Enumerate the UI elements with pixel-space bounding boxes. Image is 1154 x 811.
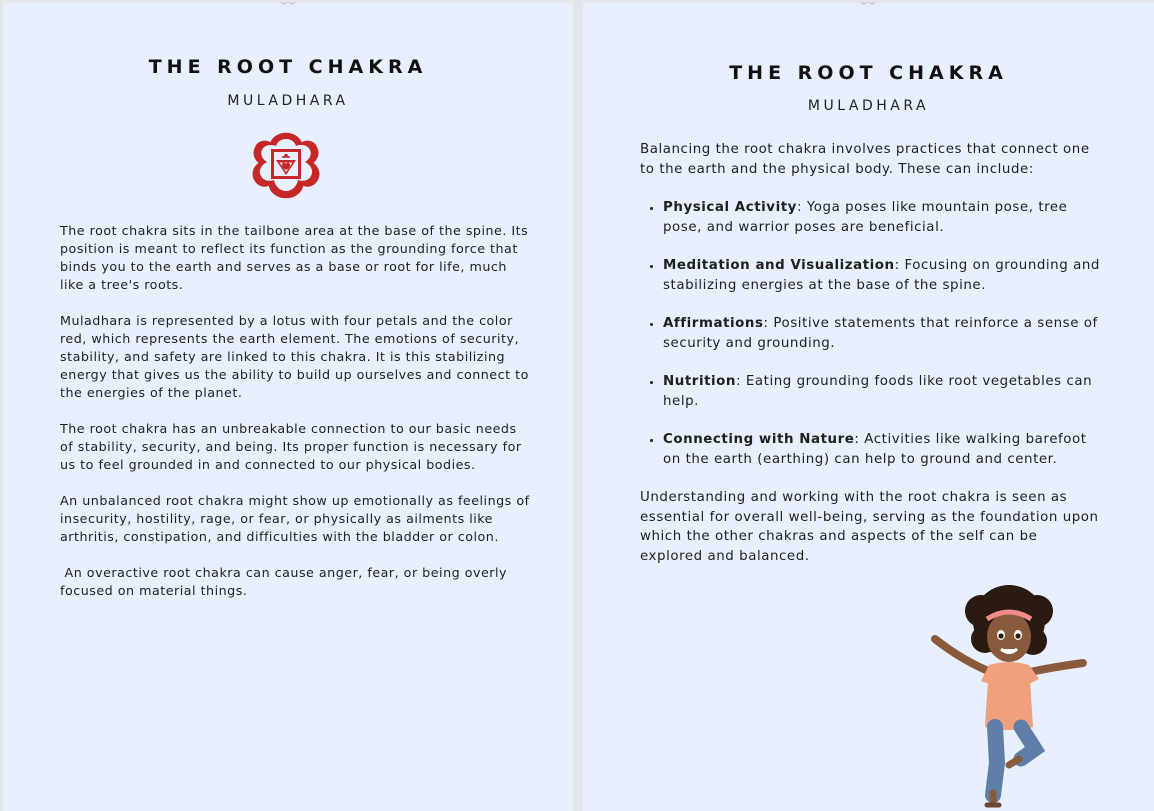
practice-term: Affirmations [663, 316, 764, 331]
practice-text: : Positive statements that reinforce a sense of security and grounding. [663, 316, 1098, 351]
practice-text: : Focusing on grounding and stabilizing energies at the base of the spine. [663, 258, 1100, 293]
list-item [663, 314, 1102, 353]
page-right [583, 3, 1154, 811]
paragraph: The root chakra has an unbreakable connection to our basic needs of stability, security, and being. Its proper function is necessary for us to feel grounded in and connected to our physical bodies. [60, 421, 522, 472]
practices-list [640, 198, 1102, 469]
page-title: THE ROOT CHAKRA [729, 62, 1008, 84]
list-item [663, 198, 1102, 237]
left-body [60, 222, 530, 618]
paragraph: An unbalanced root chakra might show up emotionally as feelings of insecurity, hostility, rage, or fear, or physically as ailments like arthritis, constipation, and difficulties with the bladder or colon. [60, 493, 530, 544]
list-item [663, 372, 1102, 411]
page-subtitle: MULADHARA [807, 98, 930, 114]
practice-term: Nutrition [663, 374, 737, 389]
page-title: THE ROOT CHAKRA [148, 56, 428, 78]
right-body [640, 140, 1102, 566]
page-marker-icon [859, 1, 877, 7]
practice-term: Connecting with Nature [663, 432, 855, 447]
practice-text: : Yoga poses like mountain pose, tree pose, and warrior poses are beneficial. [663, 200, 1068, 235]
practice-text: : Activities like walking barefoot on the earth (earthing) can help to ground and center. [663, 432, 1087, 467]
list-item [663, 256, 1102, 295]
root-chakra-lotus-icon [249, 131, 323, 205]
dancing-girl-illustration [923, 581, 1093, 809]
intro-paragraph: Balancing the root chakra involves practices that connect one to the earth and the physical body. These can include: [640, 142, 1090, 177]
conclusion-paragraph: Understanding and working with the root chakra is seen as essential for overall well-being, serving as the foundation upon which the other chakras and aspects of the self can be explored and balanced. [640, 490, 1099, 564]
list-item [663, 430, 1102, 469]
page-left [3, 3, 573, 811]
practice-text: : Eating grounding foods like root vegetables can help. [663, 374, 1093, 409]
practice-term: Physical Activity [663, 200, 797, 215]
page-subtitle: MULADHARA [227, 93, 349, 109]
practice-term: Meditation and Visualization [663, 258, 895, 273]
paragraph: An overactive root chakra can cause anger, fear, or being overly focused on material things. [60, 565, 512, 598]
page-marker-icon [279, 1, 297, 7]
paragraph: The root chakra sits in the tailbone area at the base of the spine. Its position is meant to reflect its function as the grounding force that binds you to the earth and serves as a base or root for life, much like a tree's roots. [60, 223, 529, 292]
paragraph: Muladhara is represented by a lotus with four petals and the color red, which represents the earth element. The emotions of security, stability, and safety are linked to this chakra. It is this stabilizing energy that gives us the ability to build up ourselves and connect to the energies of the planet. [60, 313, 529, 400]
